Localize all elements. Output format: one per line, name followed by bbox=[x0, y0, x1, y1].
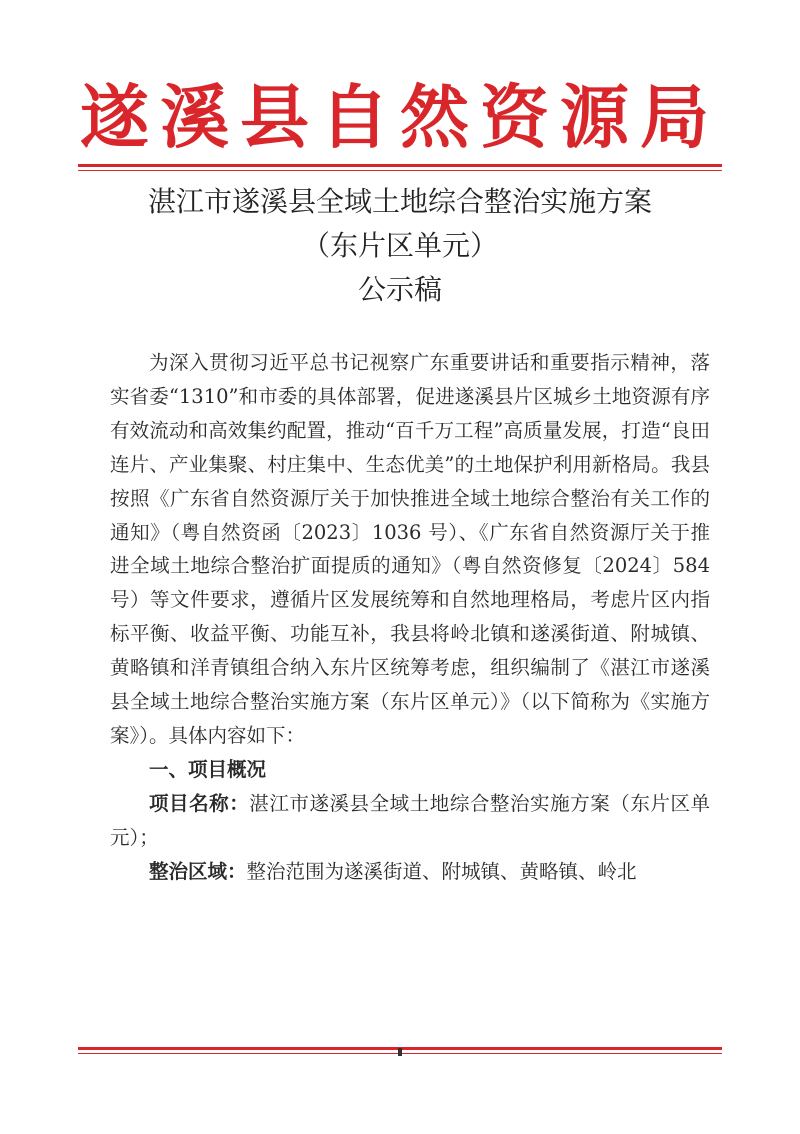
document-subtitle: （东片区单元） bbox=[301, 229, 498, 262]
project-area-value: 整治范围为遂溪街道、附城镇、黄略镇、岭北 bbox=[246, 859, 637, 883]
project-name-label: 项目名称： bbox=[149, 791, 250, 815]
intro-paragraph: 为深入贯彻习近平总书记视察广东重要讲话和重要指示精神，落实省委“1310”和市委的具体部署，促进遂溪县片区城乡土地资源有序有效流动和高效集约配置，推动“百千万工程”高质量发展，打造“良田连片、产业集聚、村庄集中、生态优美”的土地保护利用新格局。我县按照《广东省自然资源厅关于加快推进全域土地综合整治有关工作的通知》（粤自然资函〔2023〕1036 号）、《广东省自然资源厅关于推进全域土地综合整治扩面提质的通知》（粤自然资修复〔2024〕584 号）等文件要求，遵循片区发展统筹和自然地理格局，考虑片区内指标平衡、收益平衡、功能互补，我县将岭北镇和遂溪街道、附城镇、黄略镇和洋青镇组合纳入东片区统筹考虑，组织编制了《湛江市遂溪县全域土地综合整治实施方案（东片区单元）》（以下简称为《实施方案》）。具体内容如下： bbox=[110, 351, 710, 747]
project-name-item bbox=[110, 787, 710, 855]
header-divider-thick bbox=[78, 164, 722, 167]
document-title: 湛江市遂溪县全域土地综合整治实施方案 bbox=[147, 185, 652, 218]
section-heading-overview: 一、项目概况 bbox=[149, 757, 267, 781]
organization-header: 遂溪县自然资源局 bbox=[80, 77, 720, 158]
project-area-item bbox=[110, 855, 710, 889]
document-body bbox=[110, 346, 710, 889]
project-area-label: 整治区域： bbox=[149, 859, 247, 883]
page-marker bbox=[398, 1048, 402, 1056]
document-status: 公示稿 bbox=[357, 273, 442, 306]
header-divider-thin bbox=[78, 170, 722, 171]
project-name-value: 湛江市遂溪县全域土地综合整治实施方案（东片区单元）； bbox=[110, 791, 710, 849]
